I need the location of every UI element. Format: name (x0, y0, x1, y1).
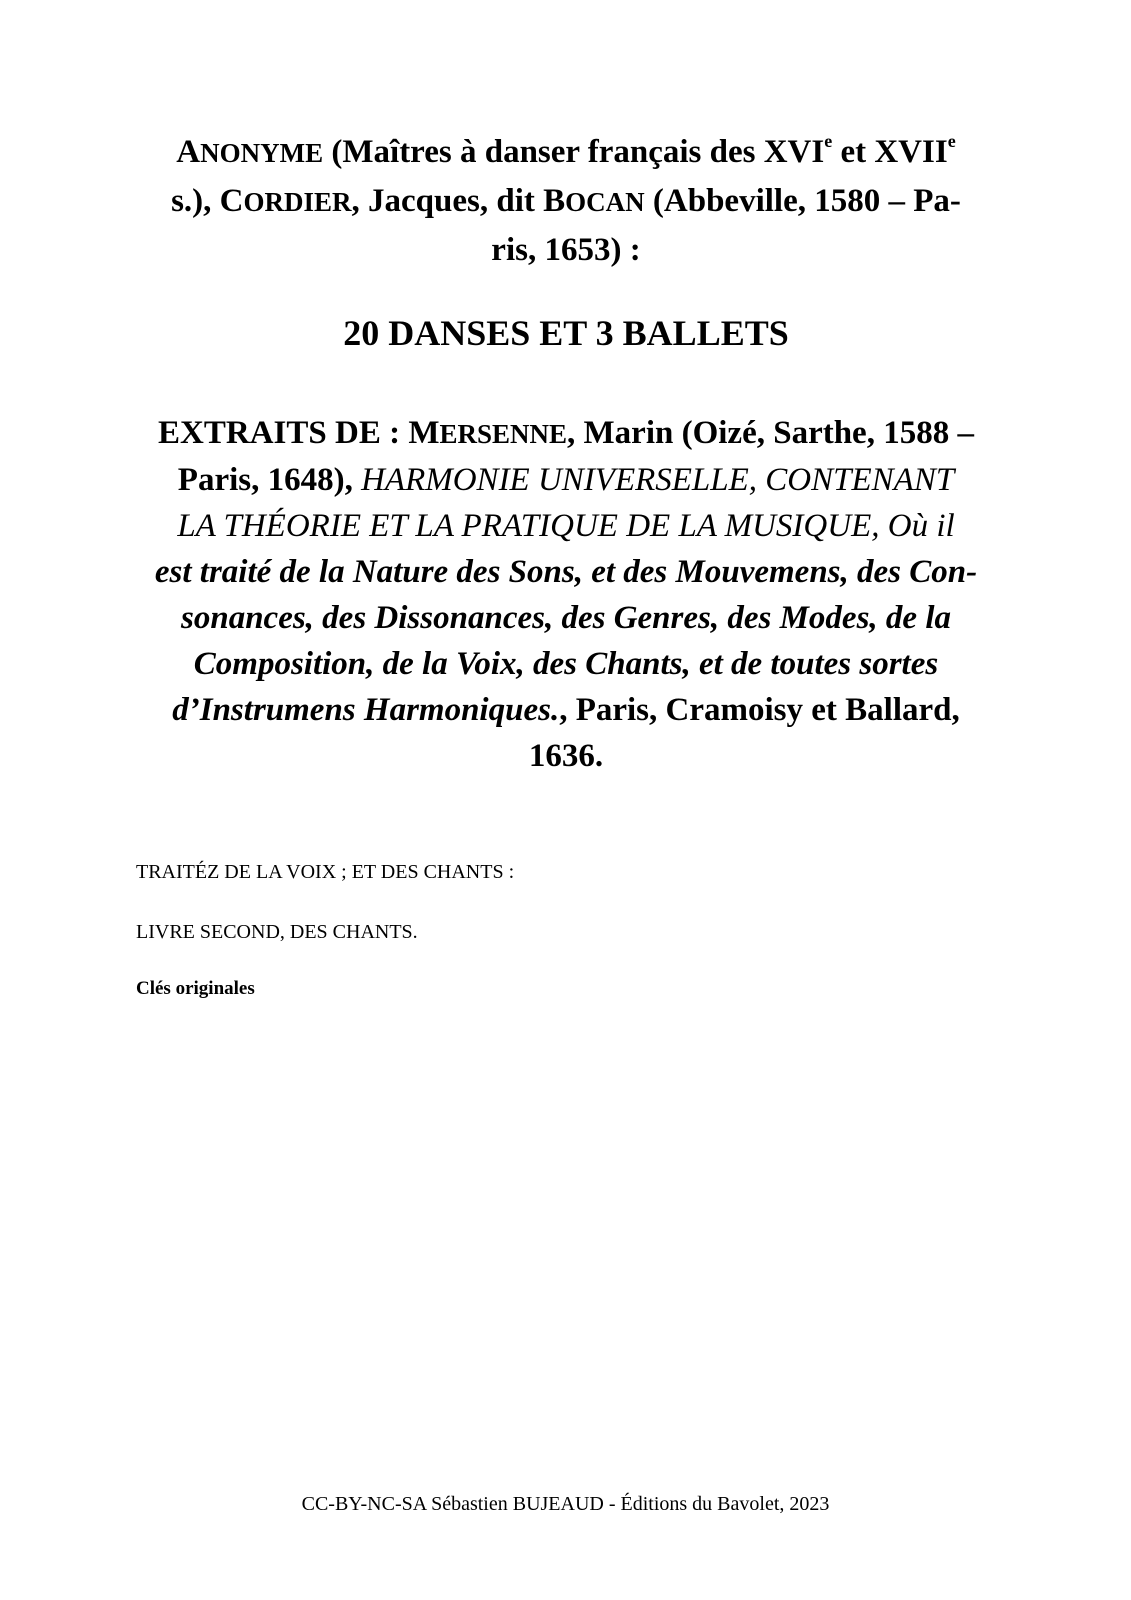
authors-line-2: s.), CORDIER, Jacques, dit BOCAN (Abbeville, 1580 – Pa- (171, 183, 961, 219)
treatise-heading: TRAITÉZ DE LA VOIX ; ET DES CHANTS : (136, 861, 515, 883)
footer-credit: CC-BY-NC-SA Sébastien BUJEAUD - Éditions du Bavolet, 2023 (301, 1493, 830, 1515)
page-title: 20 DANSES ET 3 BALLETS (343, 313, 789, 353)
authors-line-1: ANONYME (Maîtres à danser français des XVIe et XVIIe (176, 131, 956, 170)
keys-label: Clés originales (136, 978, 255, 999)
book-heading: LIVRE SECOND, DES CHANTS. (136, 921, 418, 943)
authors-heading (136, 128, 996, 274)
extract-line-7: d’Instrumens Harmoniques., Paris, Cramoisy et Ballard, (172, 692, 960, 728)
extract-line-8: 1636. (528, 738, 604, 774)
extract-citation (136, 410, 996, 779)
extract-line-3: LA THÉORIE ET LA PRATIQUE DE LA MUSIQUE, Où il (177, 508, 955, 544)
extract-line-1: EXTRAITS DE : MERSENNE, Marin (Oizé, Sarthe, 1588 – (158, 415, 974, 451)
extract-line-4: est traité de la Nature des Sons, et des Mouvemens, des Con- (154, 554, 978, 590)
extract-line-2: Paris, 1648), HARMONIE UNIVERSELLE, CONTENANT (177, 462, 955, 498)
extract-line-5: sonances, des Dissonances, des Genres, des Modes, de la (181, 600, 951, 636)
authors-line-3: ris, 1653) : (491, 232, 641, 268)
extract-line-6: Composition, de la Voix, des Chants, et de toutes sortes (193, 646, 939, 682)
